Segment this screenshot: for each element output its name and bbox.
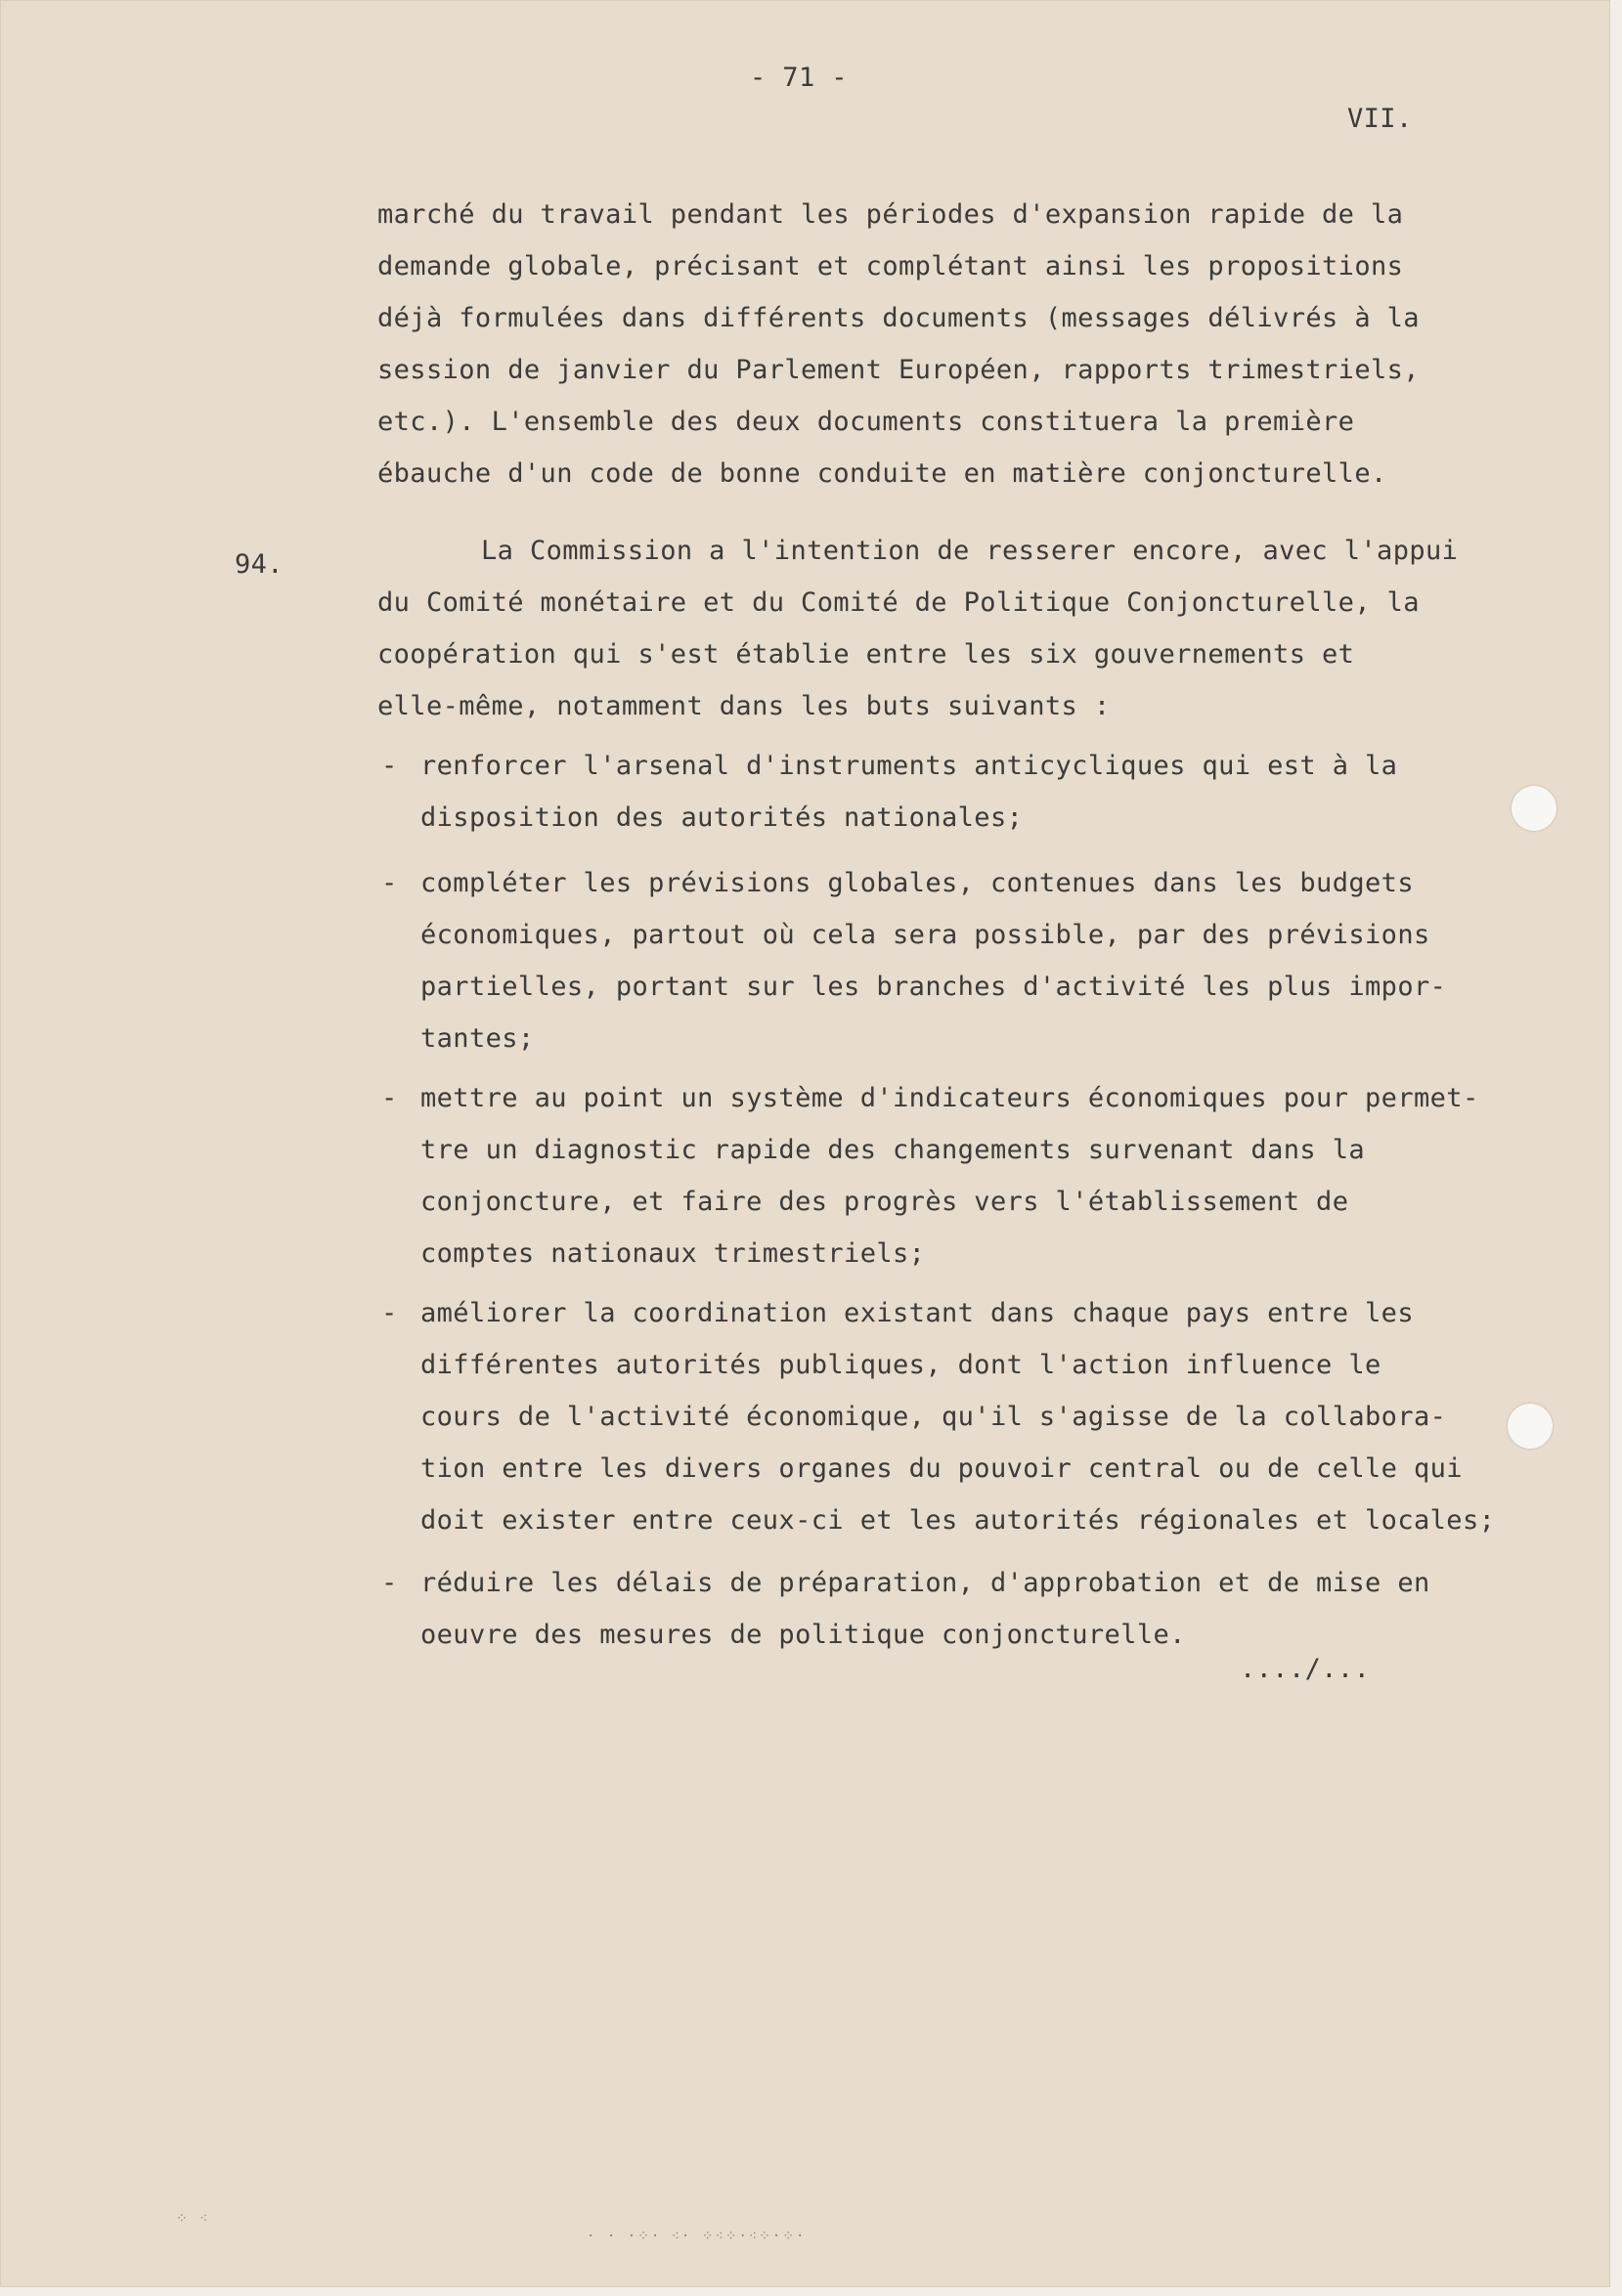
text-line: comptes nationaux trimestriels;	[420, 1238, 926, 1269]
punch-hole	[1512, 786, 1556, 831]
paragraph-number: 94.	[235, 549, 284, 580]
text-line: elle-même, notamment dans les buts suivants :	[377, 691, 1111, 721]
text-line: session de janvier du Parlement Européen, rapports trimestriels,	[377, 355, 1420, 385]
text-line: différentes autorités publiques, dont l'action influence le	[420, 1350, 1381, 1380]
punch-hole	[1508, 1404, 1553, 1449]
text-line: cours de l'activité économique, qu'il s'agisse de la collabora-	[420, 1402, 1447, 1432]
text-line: disposition des autorités nationales;	[420, 802, 1024, 833]
text-line: tion entre les divers organes du pouvoir central ou de celle qui	[420, 1453, 1463, 1484]
text-line: du Comité monétaire et du Comité de Politique Conjoncturelle, la	[377, 587, 1420, 618]
text-line: améliorer la coordination existant dans chaque pays entre les	[420, 1298, 1414, 1328]
text-line: déjà formulées dans différents documents (messages délivrés à la	[377, 303, 1420, 333]
paragraph-94	[377, 536, 1531, 731]
text-line: tantes;	[420, 1023, 535, 1054]
continued-paragraph	[377, 199, 1502, 502]
continuation-marker: ..../...	[1240, 1654, 1371, 1684]
text-line: conjoncture, et faire des progrès vers l'établissement de	[420, 1187, 1349, 1217]
text-line: ébauche d'un code de bonne conduite en matière conjoncturelle.	[377, 458, 1387, 489]
bullet-dash: -	[381, 868, 398, 898]
text-line: demande globale, précisant et complétant ainsi les propositions	[377, 251, 1404, 282]
section-reference: VII.	[1347, 104, 1413, 134]
bullet-dash: -	[381, 1298, 398, 1328]
text-line: mettre au point un système d'indicateurs économiques pour permet-	[420, 1083, 1479, 1113]
bullet-dash: -	[381, 1083, 398, 1113]
bullet-dash: -	[381, 751, 398, 781]
text-line: renforcer l'arsenal d'instruments anticycliques qui est à la	[420, 751, 1398, 781]
paper-specks: ⁘ ⁖	[176, 2211, 210, 2227]
text-line: coopération qui s'est établie entre les six gouvernements et	[377, 639, 1355, 670]
bullet-dash: -	[381, 1568, 398, 1598]
text-line: réduire les délais de préparation, d'approbation et de mise en	[420, 1568, 1430, 1598]
text-line: oeuvre des mesures de politique conjoncturelle.	[420, 1620, 1186, 1650]
text-line: etc.). L'ensemble des deux documents constituera la première	[377, 407, 1355, 437]
text-line: doit exister entre ceux-ci et les autorités régionales et locales;	[420, 1505, 1496, 1536]
text-line: partielles, portant sur les branches d'activité les plus impor-	[420, 972, 1447, 1002]
text-line: tre un diagnostic rapide des changements survenant dans la	[420, 1135, 1366, 1165]
text-line: marché du travail pendant les périodes d'expansion rapide de la	[377, 199, 1404, 230]
page-number: - 71 -	[750, 63, 848, 93]
text-line: économiques, partout où cela sera possible, par des prévisions	[420, 920, 1430, 950]
text-line: La Commission a l'intention de resserer encore, avec l'appui	[481, 536, 1459, 566]
paper-specks: · · ·⁘· ⁖· ⁘⁖⁘·⁖⁘·⁘·	[587, 2229, 807, 2244]
text-line: compléter les prévisions globales, contenues dans les budgets	[420, 868, 1414, 898]
